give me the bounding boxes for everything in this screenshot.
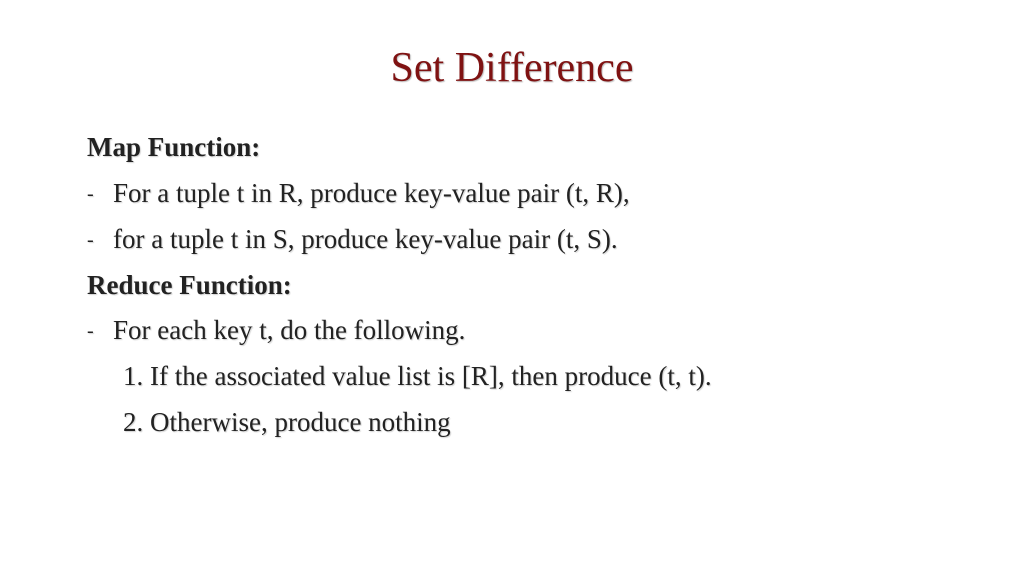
- map-bullet-2-text: for a tuple t in S, produce key-value pair (t, S).: [113, 224, 618, 254]
- map-bullet-2: [87, 222, 618, 257]
- reduce-step-1: 1. If the associated value list is [R], then produce (t, t).: [123, 361, 712, 391]
- bullet-dash: -: [87, 320, 94, 342]
- map-bullet-1: [87, 176, 630, 211]
- map-function-heading: Map Function:: [87, 132, 261, 162]
- reduce-function-heading: Reduce Function:: [87, 270, 292, 300]
- reduce-step-2: 2. Otherwise, produce nothing: [123, 407, 451, 437]
- map-bullet-1-text: For a tuple t in R, produce key-value pair (t, R),: [113, 178, 630, 208]
- reduce-bullet-1: [87, 313, 465, 348]
- slide-title: Set Difference: [390, 45, 634, 91]
- reduce-bullet-1-text: For each key t, do the following.: [113, 315, 466, 345]
- bullet-dash: -: [87, 229, 94, 251]
- bullet-dash: -: [87, 183, 94, 205]
